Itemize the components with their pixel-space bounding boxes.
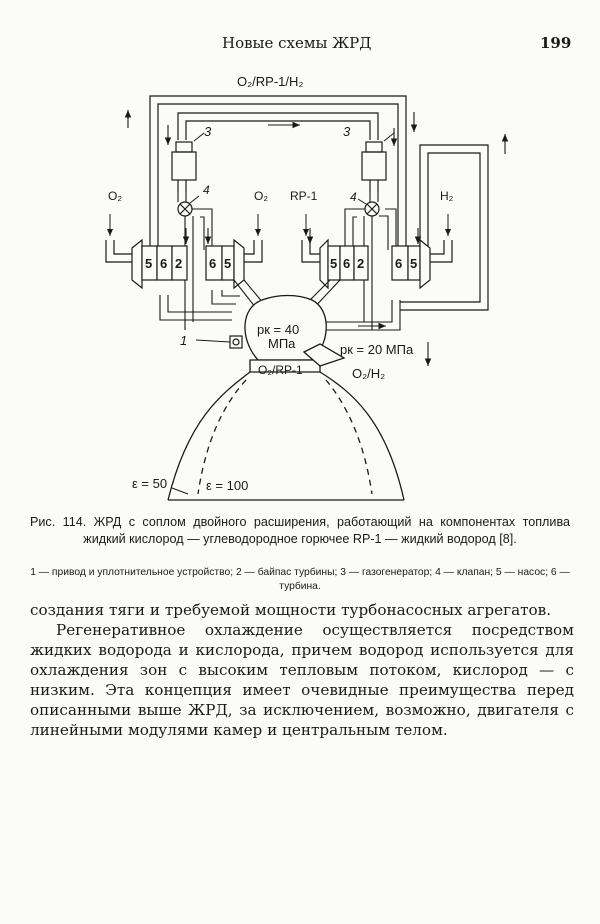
top-mixture-label: O₂/RP-1/H₂ <box>237 74 304 89</box>
top-loop-pipe <box>150 96 488 310</box>
page-header <box>0 34 600 56</box>
block-5-right: 5 <box>410 256 418 271</box>
label-rp1: RP-1 <box>290 189 318 203</box>
block-6-left: 6 <box>160 256 168 271</box>
body-text <box>30 600 574 740</box>
chamber-outer-label: O₂/H₂ <box>352 366 386 381</box>
engine-schematic <box>0 60 600 510</box>
paragraph-1: создания тяги и требуемой мощности турбонасосных агрегатов. <box>30 601 552 619</box>
pk40-line2: МПа <box>268 336 296 351</box>
gas-generator-left <box>172 142 196 192</box>
running-title: Новые схемы ЖРД <box>222 34 372 52</box>
callout-3-left: 3 <box>204 124 212 139</box>
block-6-inner-right: 6 <box>343 256 351 271</box>
eps100-label: ε = 100 <box>206 478 249 493</box>
label-o2-mid: O₂ <box>254 189 268 203</box>
paragraph-2: Регенеративное охлаждение осуществляется посредством жидких водорода и кислорода, причем водород используется для охлаждения зон с высоким тепловым потоком, кислород — с низким. Эта концепция имеет очевидные преимущества перед описанными выше ЖРД, за исключением, возможно, двигателя с линейными модулями камер и центральным телом. <box>30 621 574 739</box>
block-6-inner-left: 6 <box>209 256 217 271</box>
figure-legend: 1 — привод и уплотнительное устройство; 2 — байпас турбины; 3 — газогенератор; 4 — клапан; 5 — насос; 6 — турбина. <box>30 567 570 592</box>
callout-3-right: 3 <box>343 124 351 139</box>
valve-right <box>365 202 379 216</box>
pk20-label: pк = 20 МПа <box>340 342 414 357</box>
label-o2-left: O₂ <box>108 189 122 203</box>
block-5-inner-right: 5 <box>330 256 338 271</box>
block-6-right: 6 <box>395 256 403 271</box>
block-5-inner-left: 5 <box>224 256 232 271</box>
tank-rp1 <box>302 240 320 262</box>
callout-1: 1 <box>180 333 188 348</box>
actuator-1 <box>230 336 242 348</box>
callout-4-left: 4 <box>203 183 210 197</box>
tank-o2-mid <box>244 240 262 262</box>
figure-caption: Рис. 114. ЖРД с соплом двойного расширения, работающий на компонентах топлива жидкий кислород — углеводородное горючее RP-1 — жидкий водород [8]. <box>30 515 570 546</box>
block-5-left: 5 <box>145 256 153 271</box>
tank-h2 <box>430 240 452 262</box>
chamber-inner-label: O₂/RP-1 <box>258 363 303 377</box>
tank-o2-left <box>106 240 132 262</box>
nozzle <box>168 372 404 500</box>
valve-left <box>178 202 192 216</box>
callout-4-right: 4 <box>350 190 357 204</box>
pk40-line1: pк = 40 <box>257 322 300 337</box>
eps50-label: ε = 50 <box>132 476 168 491</box>
gas-generator-right <box>362 142 386 192</box>
block-2-left: 2 <box>175 256 183 271</box>
block-2-right: 2 <box>357 256 365 271</box>
page-number: 199 <box>540 34 572 52</box>
label-h2: H₂ <box>440 189 454 203</box>
